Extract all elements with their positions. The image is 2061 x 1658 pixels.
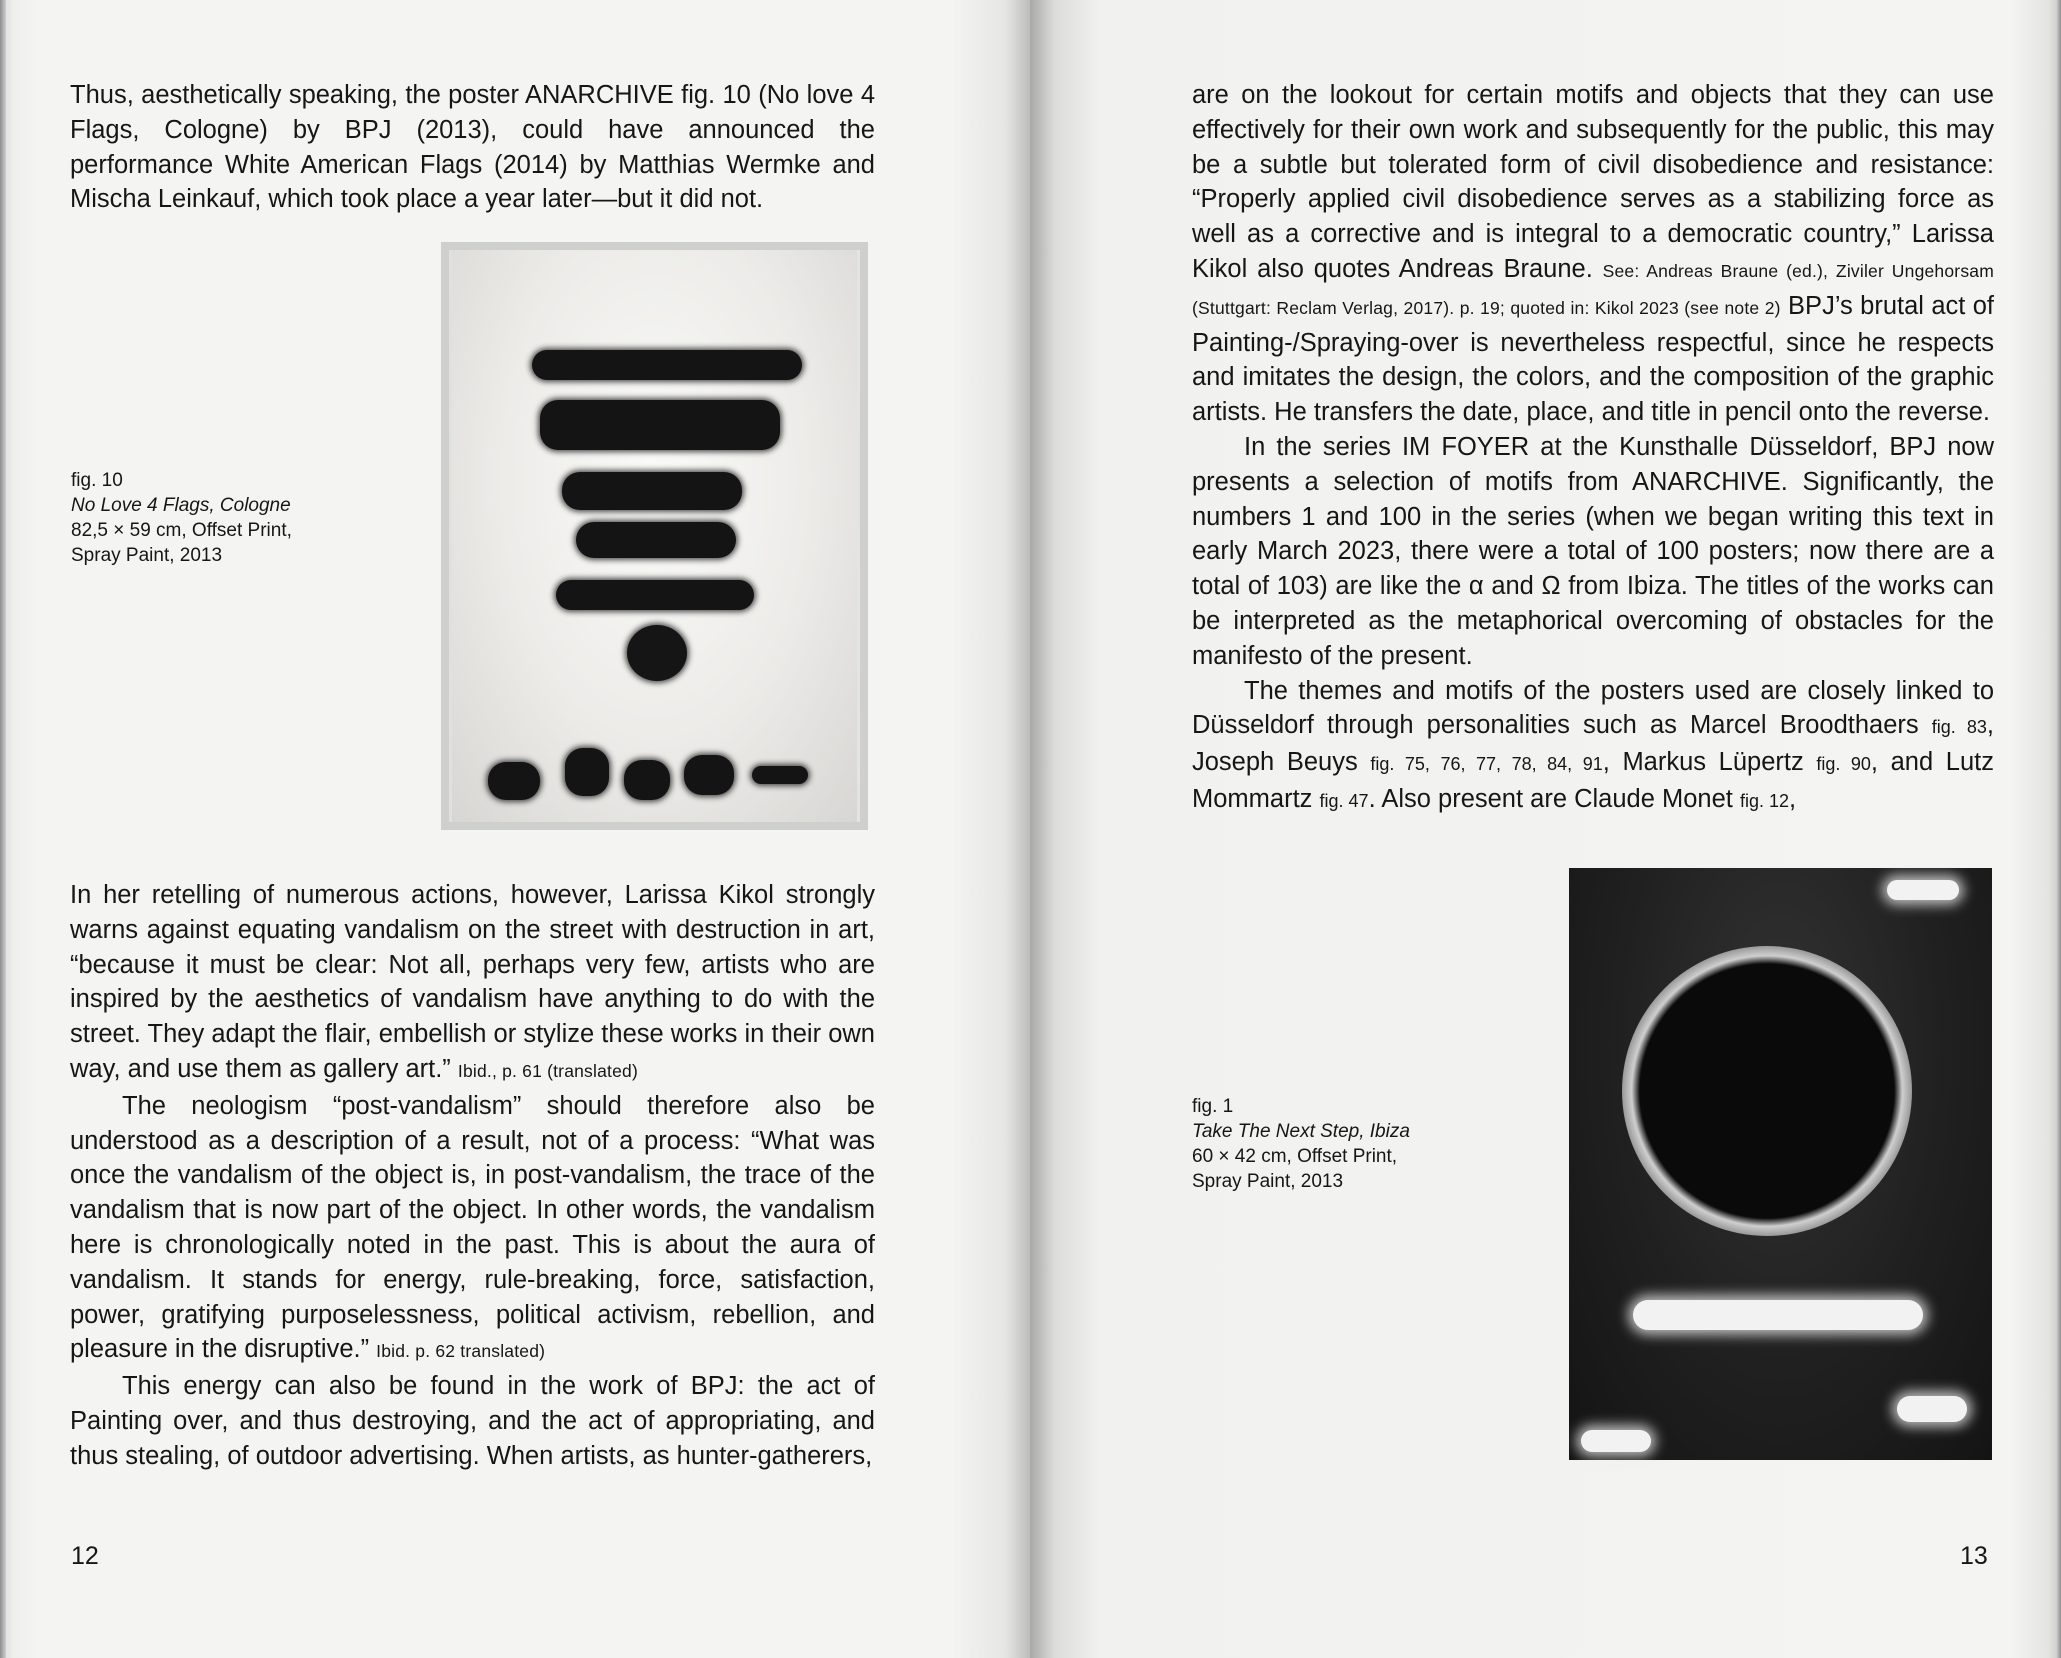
figure-1-image xyxy=(1569,868,1992,1460)
flag-poster xyxy=(449,250,860,822)
figure-ref: fig. 83 xyxy=(1931,717,1987,738)
right-paragraph-3 xyxy=(1192,674,1994,819)
spray-bar xyxy=(488,762,540,800)
spray-highlight xyxy=(1633,1300,1923,1330)
left-paragraph-2-text: In her retelling of numerous actions, however, Larissa Kikol strongly warns against equating vandalism on the street with destruction in art, “because it must be clear: Not all, perhaps very few, artists who are inspired by the aesthetics of vandalism have anything to do with the street. They adapt the flair, embellish or stylize these works in their own way, and use them as gallery art.” xyxy=(70,881,875,1083)
right-paragraph-1b: BPJ’s brutal act of Painting-/Spraying-over is nevertheless respectful, since he respects and imitates the design, the colors, and the composition of the graphic artists. He transfers the date, place, and title in pencil onto the reverse. xyxy=(1192,291,1994,427)
page-number-left: 12 xyxy=(71,1542,99,1570)
left-paragraph-2 xyxy=(70,878,875,1089)
figure-10-details-2: Spray Paint, 2013 xyxy=(71,545,223,566)
text-run: . Also present are Claude Monet xyxy=(1368,784,1733,813)
figure-ref: fig. 47 xyxy=(1319,790,1369,811)
figure-10-details-1: 82,5 × 59 cm, Offset Print, xyxy=(71,520,292,541)
spray-bar xyxy=(540,400,780,450)
text-run: , Joseph Beuys xyxy=(1192,711,1994,777)
eclipse-circle xyxy=(1622,946,1912,1236)
footnote-ref: Ibid., p. 61 (translated) xyxy=(457,1060,638,1081)
left-body-block xyxy=(70,878,875,1474)
right-body-block xyxy=(1192,78,1994,819)
figure-1-details-1: 60 × 42 cm, Offset Print, xyxy=(1192,1146,1398,1167)
figure-10-image xyxy=(441,242,868,830)
left-paragraph-1: Thus, aesthetically speaking, the poster ANARCHIVE fig. 10 (No love 4 Flags, Cologne) by BPJ (2013), could have announced the performance White American Flags (2014) by Matthias Wermke and Mischa Leinkauf, which took place a year later—but it did not. xyxy=(70,81,875,214)
spray-bar xyxy=(532,350,802,380)
figure-10-title: No Love 4 Flags, Cologne xyxy=(71,495,291,516)
figure-1-label: fig. 1 xyxy=(1192,1096,1234,1117)
page-edge xyxy=(0,0,6,1658)
figure-ref: fig. 12 xyxy=(1739,790,1789,811)
left-paragraph-4: This energy can also be found in the work of BPJ: the act of Painting over, and thus destroying, and the act of appropriating, and thus stealing, of outdoor advertising. When artists, as hunter-gatherers, xyxy=(70,1372,875,1470)
right-paragraph-1a: are on the lookout for certain motifs and objects that they can use effectively for their own work and subsequently for the public, this may be a subtle but tolerated form of civil disobedience and resistance: “Properly applied civil disobedience serves as a stabilizing force as well as a corrective and is integral to a democratic country,” Larissa Kikol also quotes Andreas Braune. xyxy=(1192,81,1994,283)
page-edge xyxy=(2056,0,2061,1658)
left-paragraph-1-block xyxy=(70,78,875,217)
page-number-right: 13 xyxy=(1960,1542,1988,1570)
spray-bar xyxy=(562,472,742,510)
figure-ref: fig. 75, 76, 77, 78, 84, 91 xyxy=(1370,754,1603,775)
figure-10-caption xyxy=(71,468,331,568)
text-run: , xyxy=(1789,784,1797,813)
right-paragraph-1 xyxy=(1192,78,1994,430)
spray-bar xyxy=(624,760,670,800)
figure-1-details-2: Spray Paint, 2013 xyxy=(1192,1171,1344,1192)
spray-bar xyxy=(556,580,754,610)
text-run: , Markus Lüpertz xyxy=(1602,748,1804,777)
left-paragraph-3 xyxy=(70,1089,875,1369)
spray-blob xyxy=(627,625,687,681)
spray-bar xyxy=(684,755,734,795)
left-paragraph-3-text: The neologism “post-vandalism” should therefore also be understood as a description of a result, not of a process: “What was once the vandalism of the object is, in post-vandalism, the trace of the vandalism that is now part of the object. In other words, the vandalism here is chronologically noted in the past. This is about the aura of vandalism. It stands for energy, rule-breaking, force, satisfaction, power, gratifying purposelessness, political activism, rebellion, and pleasure in the disruptive.” xyxy=(70,1091,875,1364)
spray-bar xyxy=(565,748,609,796)
figure-ref: fig. 90 xyxy=(1816,754,1871,775)
spray-bar xyxy=(576,522,736,558)
right-paragraph-2: In the series IM FOYER at the Kunsthalle Düsseldorf, BPJ now presents a selection of motifs from ANARCHIVE. Significantly, the numbers 1 and 100 in the series (when we began writing this text in early March 2023, there were a total of 100 posters; now there are a total of 103) are like the α and Ω from Ibiza. The titles of the works can be interpreted as the metaphorical overcoming of obstacles for the manifesto of the present. xyxy=(1192,432,1994,670)
figure-1-caption xyxy=(1192,1094,1452,1194)
left-page xyxy=(0,0,1030,1658)
footnote-ref: Ibid. p. 62 translated) xyxy=(376,1341,546,1362)
figure-10-label: fig. 10 xyxy=(71,470,123,491)
spray-highlight xyxy=(1897,1396,1967,1422)
spray-bar xyxy=(752,766,808,784)
figure-1-title: Take The Next Step, Ibiza xyxy=(1192,1121,1410,1142)
footnote-ref: See: Andreas Braune (ed.), Ziviler Ungehorsam (Stuttgart: Reclam Verlag, 2017). p. 19; quoted in: Kikol 2023 (see note 2) xyxy=(1192,260,1994,318)
spray-highlight xyxy=(1887,880,1959,900)
text-run: , and Lutz Mommartz xyxy=(1192,748,1994,813)
spray-highlight xyxy=(1581,1430,1651,1452)
text-run: The themes and motifs of the posters used are closely linked to Düsseldorf through personalities such as Marcel Broodthaers xyxy=(1192,676,1994,740)
